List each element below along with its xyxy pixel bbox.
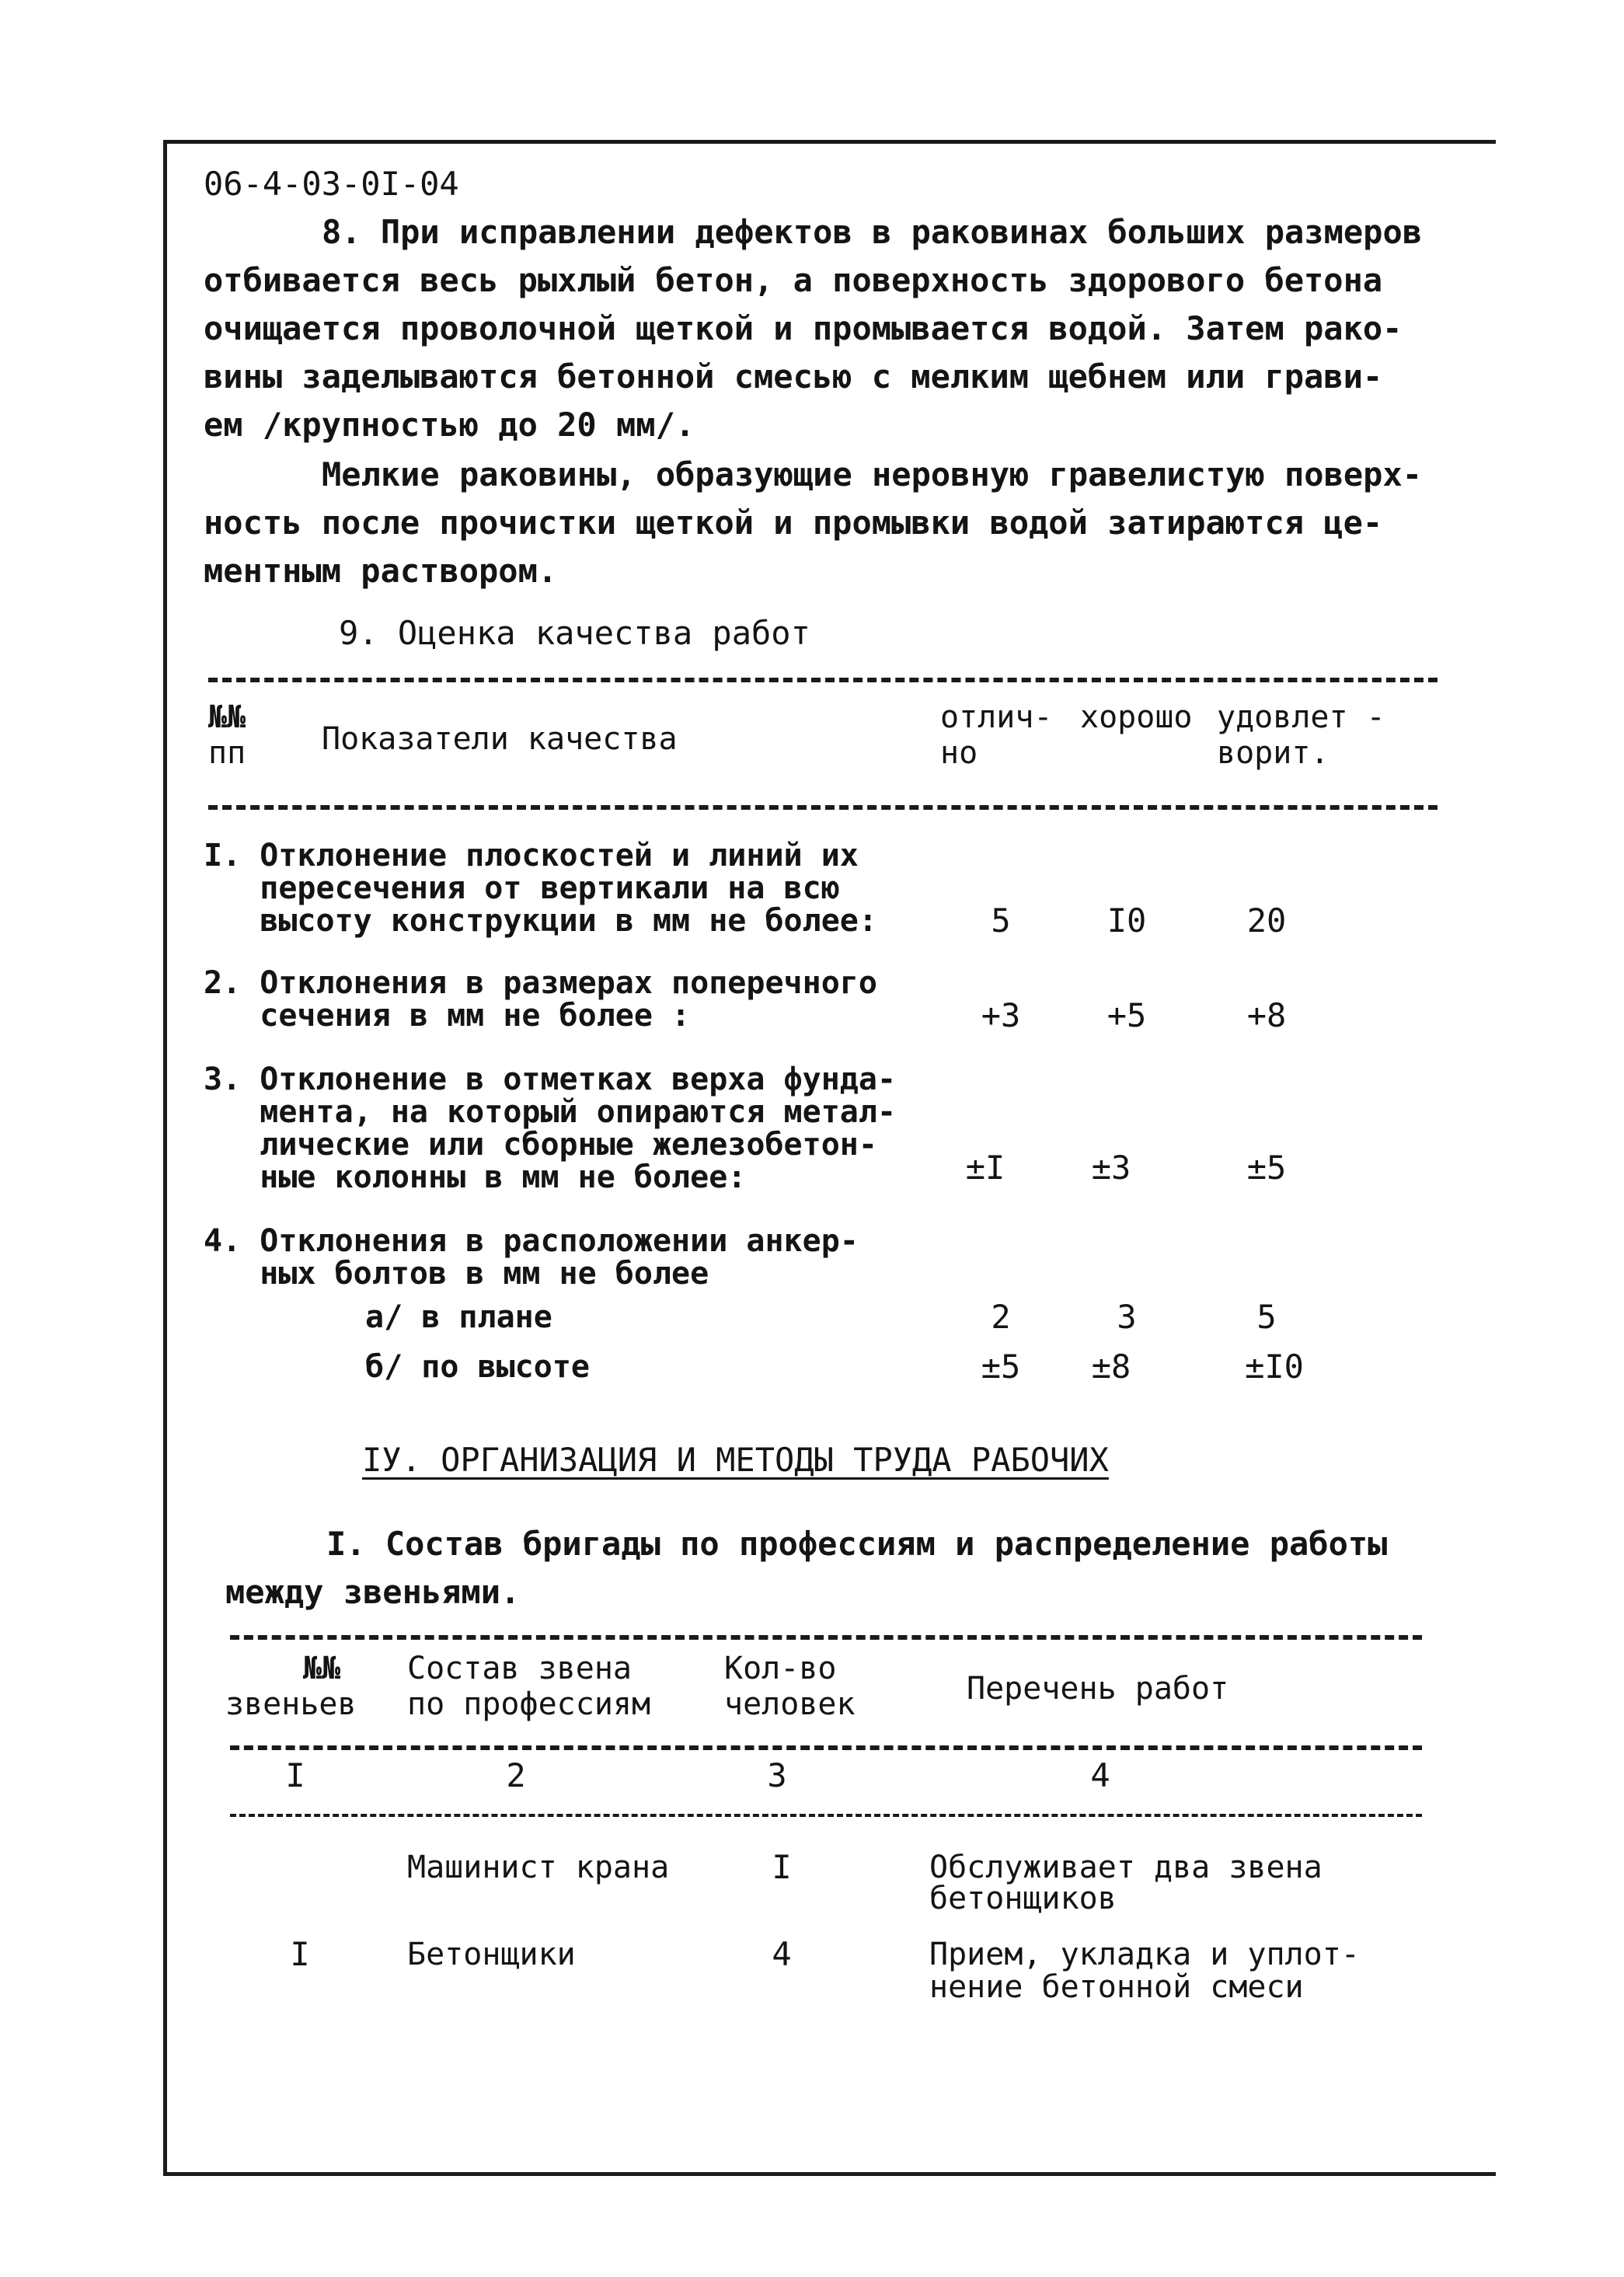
crew-number: I <box>290 1935 310 1973</box>
paragraph-line: 8. При исправлении дефектов в раковинах больших размеров <box>322 213 1423 251</box>
header-excellent-sub: но <box>940 735 978 771</box>
column-number: 2 <box>506 1756 526 1794</box>
header-satisfactory: удовлет - <box>1217 699 1385 735</box>
paragraph-line: очищается проволочной щеткой и промывается водой. Затем рако- <box>204 309 1403 347</box>
header-count: Кол-во <box>724 1651 837 1686</box>
row-line: 4. Отклонения в расположении анкер- <box>204 1223 859 1259</box>
value-excellent: ±I <box>965 1149 1005 1187</box>
row-line: сечения в мм не более : <box>204 998 691 1034</box>
row-line: ных болтов в мм не более <box>204 1256 709 1292</box>
row-line: лические или сборные железобетон- <box>204 1127 877 1163</box>
row-line: пересечения от вертикали на всю <box>204 870 840 906</box>
profession: Бетонщики <box>407 1937 576 1972</box>
value-satisfactory: +8 <box>1246 996 1287 1034</box>
value-satisfactory: 20 <box>1246 901 1287 940</box>
header-excellent: отлич- <box>940 699 1053 735</box>
row-line: 3. Отклонение в отметках верха фунда- <box>204 1062 897 1097</box>
works-line: Обслуживает два звена <box>929 1850 1323 1885</box>
table-rule <box>230 1635 1422 1640</box>
value-good: 3 <box>1117 1298 1137 1336</box>
value-good: I0 <box>1106 901 1147 940</box>
value-satisfactory: ±5 <box>1246 1149 1287 1187</box>
row-line: высоту конструкции в мм не более: <box>204 903 877 939</box>
paragraph-line: отбивается весь рыхлый бетон, а поверхность здорового бетона <box>204 261 1383 299</box>
header-works: Перечень работ <box>967 1671 1229 1707</box>
header-num-sub: звеньев <box>225 1686 357 1722</box>
works-line: нение бетонной смеси <box>929 1969 1304 2005</box>
header-indicator: Показатели качества <box>322 721 678 757</box>
column-number: 4 <box>1090 1756 1110 1794</box>
value-satisfactory: 5 <box>1256 1298 1277 1336</box>
table-rule <box>230 1814 1422 1817</box>
header-composition-sub: по профессиям <box>407 1686 651 1722</box>
paragraph-line: между звеньями. <box>225 1573 521 1611</box>
works-line: бетонщиков <box>929 1881 1117 1916</box>
paragraph-line: ность после прочистки щеткой и промывки водой затираются це- <box>204 504 1383 542</box>
table-rule <box>208 805 1438 810</box>
row-line: мента, на который опираются метал- <box>204 1094 897 1130</box>
row-line: 2. Отклонения в размерах поперечного <box>204 965 877 1001</box>
row-line: ные колонны в мм не более: <box>204 1159 747 1195</box>
column-number: I <box>285 1756 305 1794</box>
crew-count: I <box>772 1848 792 1886</box>
header-good: хорошо <box>1080 699 1193 735</box>
subrow-label: а/ в плане <box>365 1299 552 1335</box>
value-excellent: 5 <box>991 901 1011 940</box>
paragraph-line: I. Состав бригады по профессиям и распределение работы <box>326 1525 1388 1563</box>
subrow-label: б/ по высоте <box>365 1349 590 1385</box>
document-code: 06-4-03-0I-04 <box>204 165 459 203</box>
table-rule <box>208 678 1438 682</box>
column-number: 3 <box>767 1756 787 1794</box>
header-num: №№ <box>303 1651 341 1686</box>
value-excellent: ±5 <box>981 1348 1021 1386</box>
value-good: +5 <box>1106 996 1147 1034</box>
header-num: №№ <box>208 699 246 735</box>
value-excellent: 2 <box>991 1298 1011 1336</box>
value-good: ±8 <box>1091 1348 1131 1386</box>
paragraph-line: ментным раствором. <box>204 552 558 590</box>
paragraph-line: вины заделываются бетонной смесью с мелким щебнем или грави- <box>204 357 1383 396</box>
crew-count: 4 <box>772 1935 792 1973</box>
row-line: I. Отклонение плоскостей и линий их <box>204 838 859 873</box>
value-good: ±3 <box>1091 1149 1131 1187</box>
paragraph-line: Мелкие раковины, образующие неровную гравелистую поверх- <box>322 455 1423 493</box>
works-line: Прием, укладка и уплот- <box>929 1937 1360 1972</box>
header-satisfactory-sub: ворит. <box>1217 735 1330 771</box>
profession: Машинист крана <box>407 1850 670 1885</box>
section-title: 9. Оценка качества работ <box>339 614 810 652</box>
value-excellent: +3 <box>981 996 1021 1034</box>
section-title: IУ. ОРГАНИЗАЦИЯ И МЕТОДЫ ТРУДА РАБОЧИХ <box>362 1441 1109 1479</box>
value-satisfactory: ±I0 <box>1245 1348 1304 1386</box>
header-num-sub: пп <box>208 735 246 771</box>
table-rule <box>230 1745 1422 1750</box>
header-composition: Состав звена <box>407 1651 632 1686</box>
paragraph-line: ем /крупностью до 20 мм/. <box>204 406 695 444</box>
header-count-sub: человек <box>724 1686 856 1722</box>
